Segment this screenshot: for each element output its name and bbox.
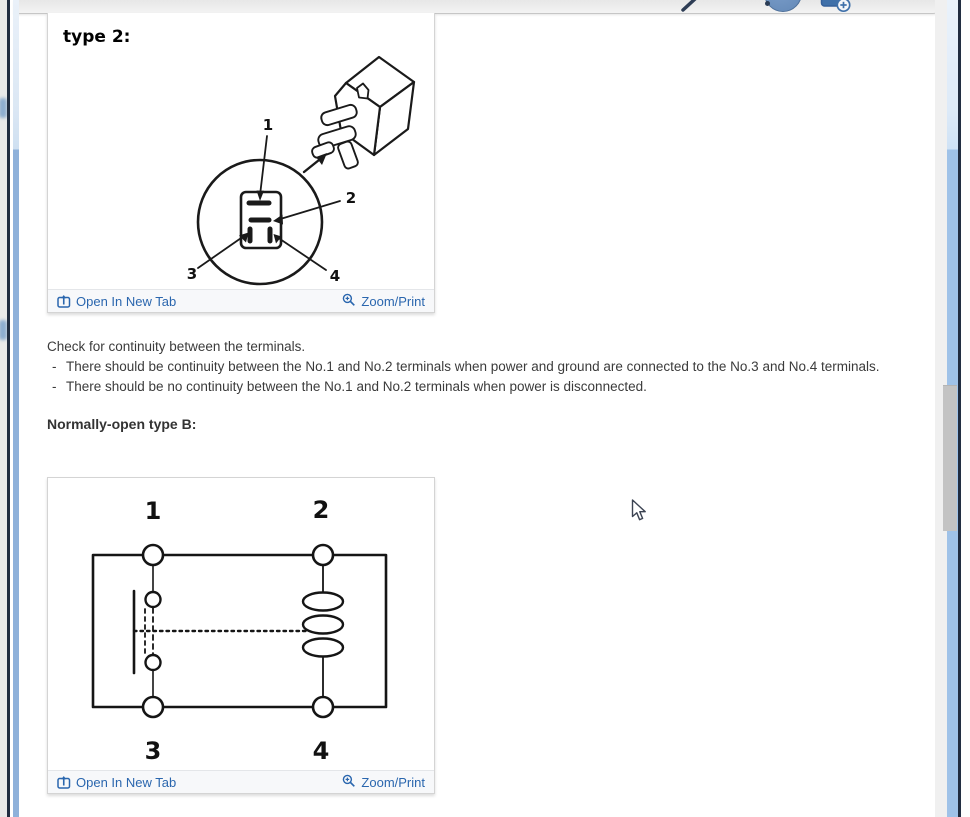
open-in-new-tab-link[interactable] <box>57 294 176 309</box>
bullet-dash: - <box>52 359 57 374</box>
zoom-print-link[interactable] <box>342 774 425 791</box>
open-in-new-tab-label: Open In New Tab <box>76 293 177 309</box>
left-scrollbar-strip <box>13 0 19 817</box>
mouse-cursor <box>631 499 651 522</box>
fig2-terminal-label-1: 1 <box>144 497 162 525</box>
fig1-terminal-label-2: 2 <box>345 189 357 207</box>
left-window-gutter <box>0 0 7 817</box>
fig1-terminal-label-4: 4 <box>329 267 341 285</box>
relay-pin-diagram-image <box>48 13 434 289</box>
left-edge-marker <box>0 320 7 340</box>
bullet-text: There should be no continuity between the No.1 and No.2 terminals when power is disconnected. <box>66 379 647 394</box>
back-chevron-icon[interactable] <box>678 0 702 12</box>
open-in-new-tab-icon <box>57 776 71 789</box>
fig1-terminal-label-3: 3 <box>186 265 198 283</box>
open-in-new-tab-icon <box>57 295 71 308</box>
zoom-print-link[interactable] <box>342 293 425 310</box>
intro-line: Check for continuity between the terminals. <box>47 339 306 354</box>
relay-circuit-diagram-image <box>48 478 434 770</box>
scan-heading: type 2: <box>63 27 131 47</box>
zoom-print-label: Zoom/Print <box>361 774 425 790</box>
zoom-print-label: Zoom/Print <box>361 293 425 309</box>
bullet-line <box>47 357 929 377</box>
toolbar <box>14 0 940 14</box>
fig2-terminal-label-3: 3 <box>144 737 162 765</box>
notification-dot-icon <box>765 1 770 6</box>
zoom-icon <box>342 774 356 788</box>
add-photo-icon[interactable] <box>820 0 852 14</box>
bullet-text: There should be continuity between the No.1 and No.2 terminals when power and ground are connected to the No.3 and No.4 terminals. <box>66 359 880 374</box>
zoom-icon <box>342 293 356 307</box>
bullet-dash: - <box>52 379 57 394</box>
fig2-terminal-label-4: 4 <box>312 737 330 765</box>
open-in-new-tab-label: Open In New Tab <box>76 774 177 790</box>
fig1-terminal-label-1: 1 <box>262 116 274 134</box>
figure-box-relay-pins <box>47 13 435 313</box>
instruction-text <box>47 337 929 397</box>
left-window-border <box>7 0 10 817</box>
left-edge-marker <box>0 98 7 118</box>
section-subheading: Normally-open type B: <box>47 416 197 432</box>
open-in-new-tab-link[interactable] <box>57 775 176 790</box>
figure-footer <box>48 289 434 312</box>
bullet-line <box>47 377 929 397</box>
right-margin <box>961 0 970 817</box>
page-scrollbar-thumb[interactable] <box>943 385 957 531</box>
figure-box-circuit-schematic <box>47 477 435 794</box>
fig2-terminal-label-2: 2 <box>312 496 330 524</box>
figure-footer <box>48 770 434 793</box>
